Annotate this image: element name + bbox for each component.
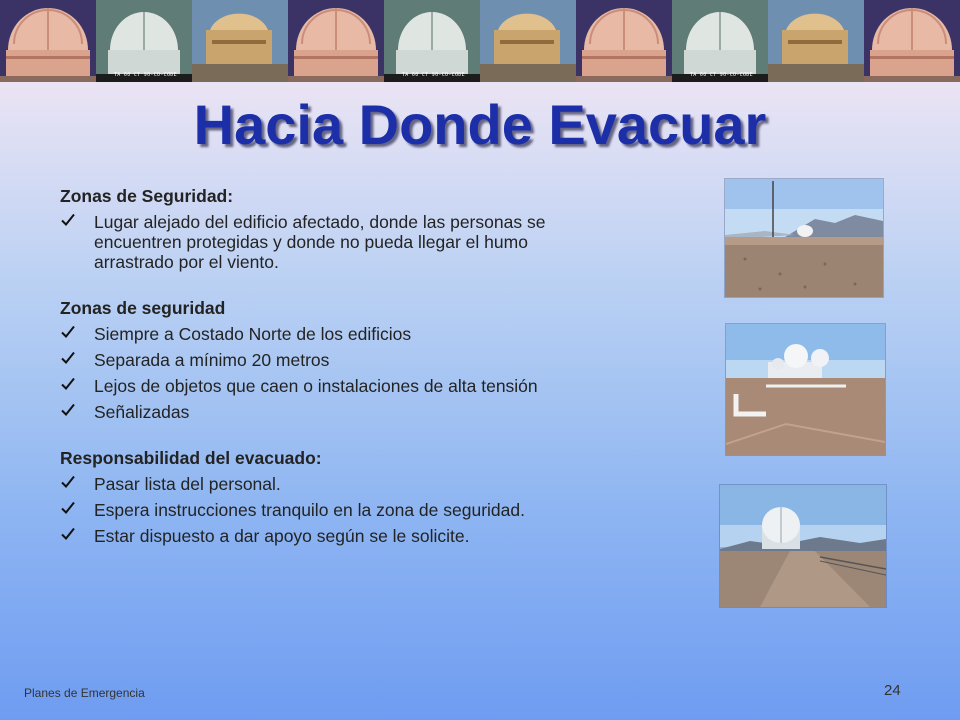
list-item [60,402,580,422]
site-photo-plateau [724,178,884,298]
content-body [60,186,580,552]
checkmark-icon [60,474,76,490]
bullet-text: Separada a mínimo 20 metros [94,350,330,370]
section-safety-zones [60,186,580,272]
list-item [60,376,580,396]
list-item [60,474,580,494]
dome-photo-tile [672,0,768,82]
dome-photo-tile [864,0,960,82]
bullet-text: Pasar lista del personal. [94,474,281,494]
banner-caption: TA 60 CT 90-CO-CODE [114,72,177,78]
bullet-list [60,474,580,546]
dome-photo-tile [0,0,96,82]
page-number: 24 [884,682,901,699]
banner-caption: TA 60 CT 90-CO-CODE [402,72,465,78]
bullet-text: Lugar alejado del edificio afectado, donde las personas se encuentren protegidas y donde no pueda llegar el humo arrastrado por el viento. [94,212,546,272]
slide-title: Hacia Donde Evacuar [193,93,767,156]
list-item [60,324,580,344]
observatory-banner [0,0,960,82]
checkmark-icon [60,350,76,366]
checkmark-icon [60,500,76,516]
list-item [60,500,580,520]
checkmark-icon [60,526,76,542]
dome-photo-tile [96,0,192,82]
section-evacuee-responsibility [60,448,580,546]
bullet-text: Señalizadas [94,402,190,422]
bullet-text: Espera instrucciones tranquilo en la zona de seguridad. [94,500,525,520]
bullet-text: Siempre a Costado Norte de los edificios [94,324,412,344]
section-heading: Zonas de seguridad [60,298,226,318]
checkmark-icon [60,402,76,418]
bullet-text: Estar dispuesto a dar apoyo según se le solicite. [94,526,470,546]
list-item [60,350,580,370]
section-heading: Zonas de Seguridad: [60,186,234,206]
checkmark-icon [60,324,76,340]
checkmark-icon [60,376,76,392]
dome-photo-tile [768,0,864,82]
footer-title: Planes de Emergencia [24,686,145,700]
dome-photo-tile [288,0,384,82]
list-item [60,212,580,272]
section-safety-zone-rules [60,298,580,422]
dome-photo-tile [480,0,576,82]
bullet-list [60,324,580,422]
site-photo-helipad [725,323,886,456]
dome-photo-tile [576,0,672,82]
dome-photo-tile [192,0,288,82]
site-photo-road [719,484,887,608]
bullet-list [60,212,580,272]
bullet-text: Lejos de objetos que caen o instalaciones de alta tensión [94,376,538,396]
banner-caption: TA 60 CT 90-CO-CODE [690,72,753,78]
dome-photo-tile [384,0,480,82]
list-item [60,526,580,546]
section-heading: Responsabilidad del evacuado: [60,448,322,468]
checkmark-icon [60,212,76,228]
